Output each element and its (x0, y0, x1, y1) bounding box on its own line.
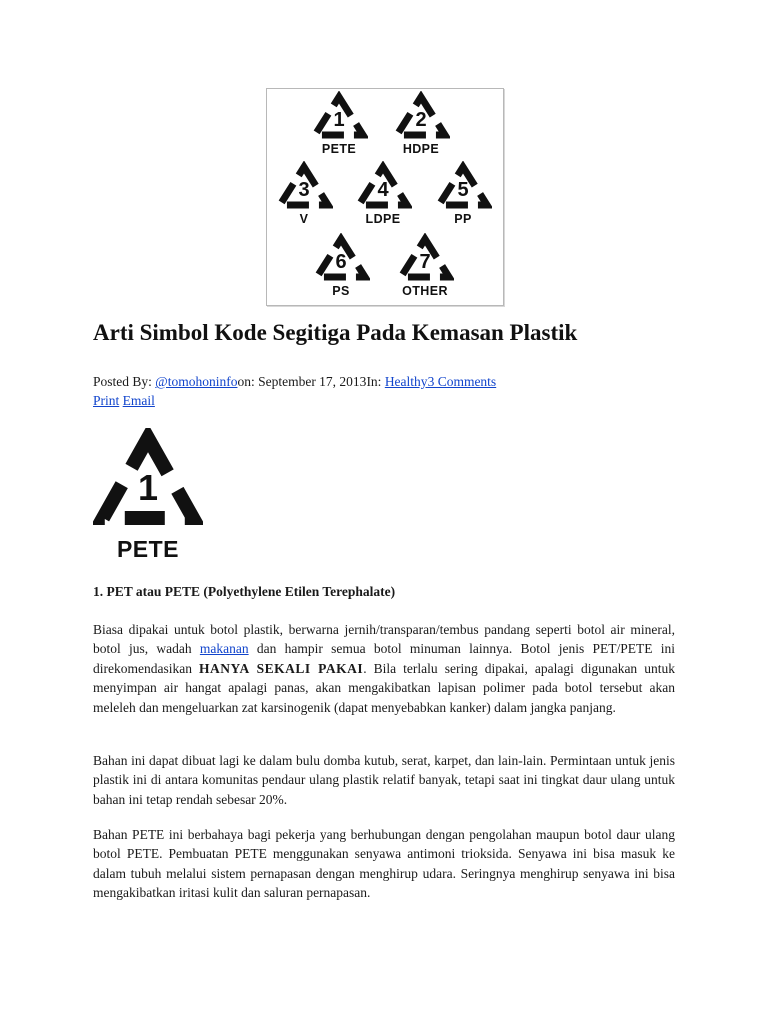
category-label: In: (366, 374, 385, 389)
recycling-code-1 (303, 91, 375, 156)
recycle-triangle-icon (93, 428, 203, 534)
p1-text-b: dan hampir semua botol minuman lainnya. Botol jenis PET/PETE ini direkomendasikan (93, 641, 676, 676)
recycle-triangle-icon (310, 91, 368, 141)
recycle-triangle-icon (354, 161, 412, 211)
logo-number: 1 (137, 467, 159, 508)
code-number: 7 (419, 251, 431, 273)
code-number: 4 (377, 179, 389, 201)
print-link[interactable]: Print (93, 393, 120, 408)
paragraph-2: Bahan ini dapat dibuat lagi ke dalam bulu domba kutub, serat, karpet, dan lain-lain. Permintaan untuk jenis plastik ini di antara komunitas pendaur ulang plastik relatif banyak, tetapi saat ini tingkat daur ulang untuk bahan ini tetap rendah sebesar 20%. (93, 753, 675, 807)
code-label: PS (332, 284, 350, 298)
logo-label: PETE (116, 536, 180, 562)
recycling-code-6 (305, 233, 377, 298)
section-heading: 1. PET atau PETE (Polyethylene Etilen Terephalate) (93, 584, 396, 599)
code-number: 5 (457, 179, 469, 201)
code-label: V (299, 212, 309, 226)
post-date: on: September 17, 2013 (237, 374, 367, 389)
code-number: 1 (333, 109, 345, 131)
code-number: 2 (415, 109, 427, 131)
pete-logo (93, 428, 203, 568)
recycling-code-5 (427, 161, 499, 226)
posted-by-label: Posted By: (93, 374, 156, 389)
recycle-triangle-icon (392, 91, 450, 141)
article-actions (93, 391, 155, 410)
email-link[interactable]: Email (122, 393, 155, 408)
article-title: Arti Simbol Kode Segitiga Pada Kemasan Plastik (93, 320, 578, 345)
code-number: 3 (298, 179, 310, 201)
code-number: 6 (335, 251, 347, 273)
recycle-triangle-icon (312, 233, 370, 283)
makanan-link[interactable]: makanan (199, 641, 249, 657)
recycling-code-7 (389, 233, 461, 298)
paragraph-3: Bahan PETE ini berbahaya bagi pekerja yang berhubungan dengan pengolahan maupun botol daur ulang botol PETE. Pembuatan PETE menggunakan senyawa antimoni trioksida. Senyawa ini bisa masuk ke dalam tubuh melalui sistem pernapasan dengan menghirup udara. Seringnya menghirup senyawa ini bisa mengakibatkan iritasi kulit dan saluran pernapasan. (93, 827, 675, 901)
p1-emphasis: HANYA SEKALI PAKAI (199, 660, 364, 676)
recycling-codes-figure (266, 88, 504, 306)
byline (93, 372, 496, 391)
comments-link[interactable]: 3 Comments (427, 374, 497, 389)
recycle-triangle-icon (275, 161, 333, 211)
code-label: OTHER (402, 284, 448, 298)
category-link[interactable]: Healthy (384, 374, 428, 389)
paragraph-1 (93, 620, 675, 717)
code-label: HDPE (402, 142, 440, 156)
p1-text-a: Biasa dipakai untuk botol plastik, berwarna jernih/transparan/tembus pandang seperti botol air mineral, botol jus, wadah (93, 622, 675, 657)
recycling-code-3 (268, 161, 340, 226)
code-label: PETE (321, 142, 357, 156)
recycling-code-2 (385, 91, 457, 156)
code-label: LDPE (365, 212, 401, 226)
recycling-code-4 (347, 161, 419, 226)
code-label: PP (454, 212, 472, 226)
p1-text-c: . Bila terlalu sering dipakai, apalagi digunakan untuk menyimpan air hangat apalagi panas, akan mengakibatkan lapisan polimer pada botol tersebut akan meleleh dan mengeluarkan zat karsinogenik (dapat menyebabkan kanker) dalam jangka panjang. (93, 660, 675, 715)
recycle-triangle-icon (396, 233, 454, 283)
author-link[interactable]: @tomohoninfo (155, 374, 238, 389)
recycle-triangle-icon (434, 161, 492, 211)
